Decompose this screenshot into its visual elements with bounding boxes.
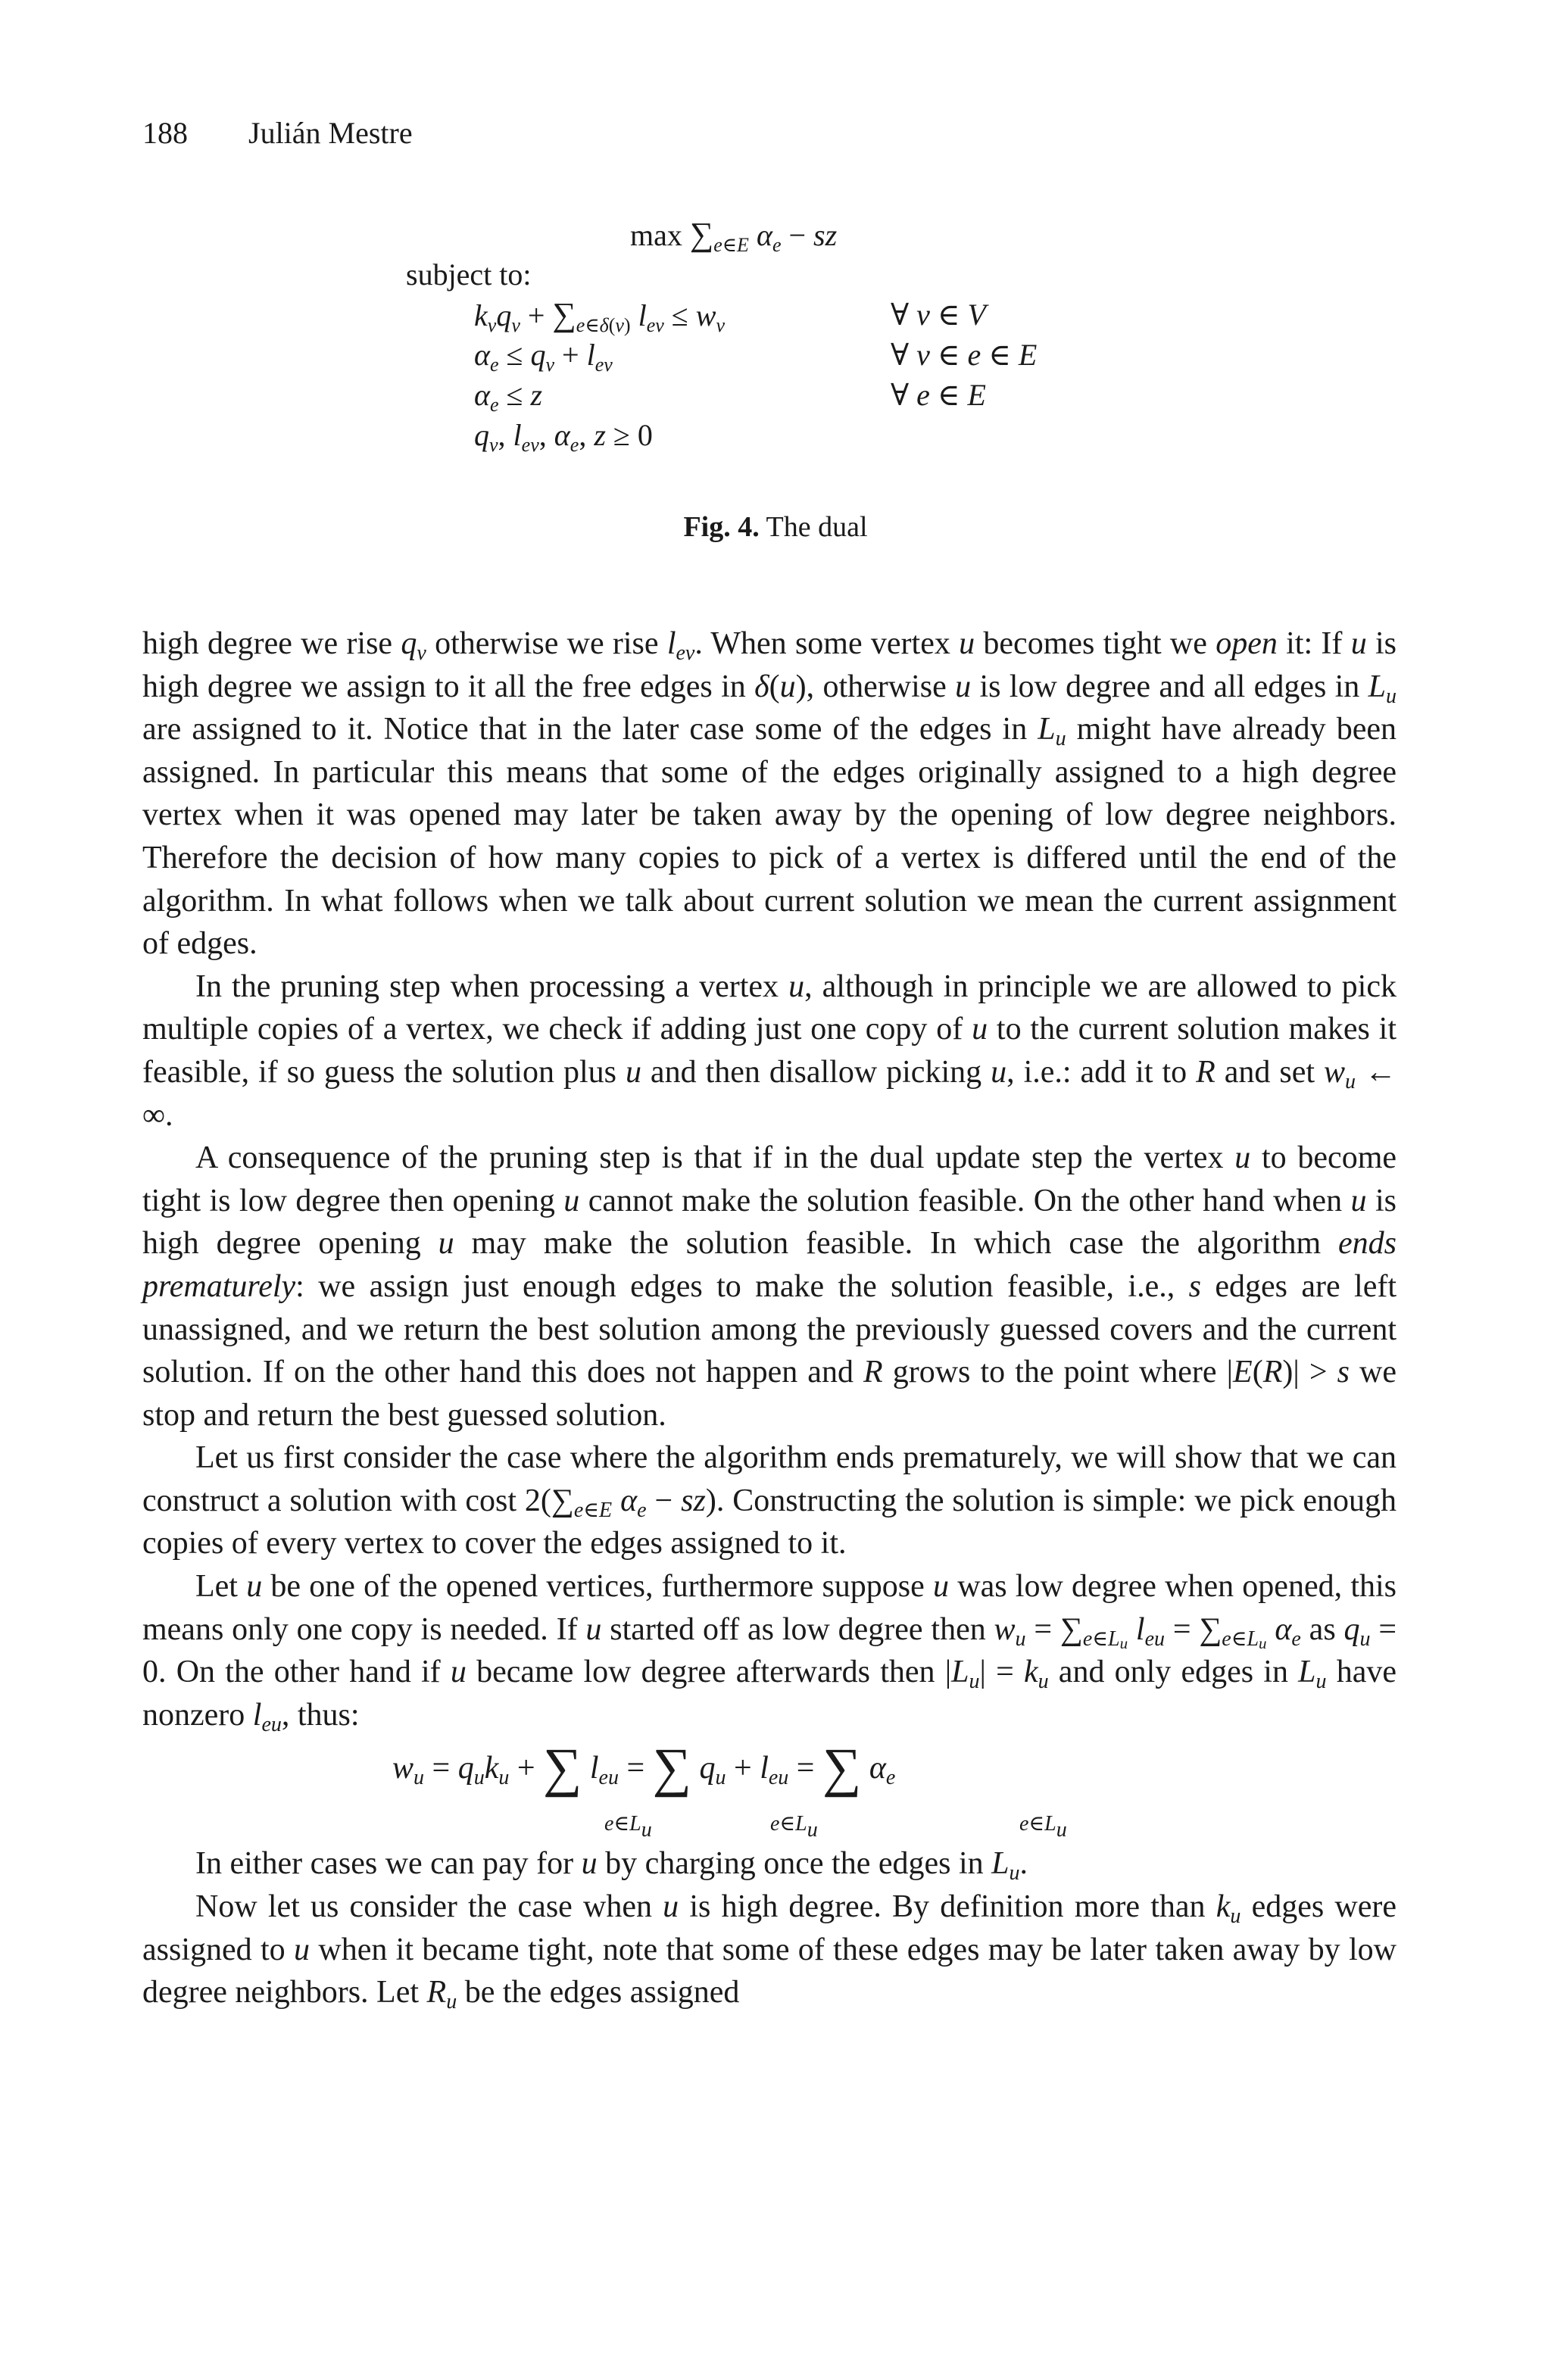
paragraph-6: In either cases we can pay for u by charging once the edges in $L_u$. — [195, 1846, 1028, 1886]
constraint-2: $\alpha_e \le q_v + l_{ev}$ — [474, 338, 613, 376]
author-name: Julián Mestre — [248, 116, 413, 150]
body-text — [142, 622, 1397, 2014]
constraint-2-quantifier: ∀ v ∈ e ∈ E — [891, 338, 1038, 372]
sum-index-1: $e\in L_u$ — [604, 1812, 652, 1842]
paragraph-4: Let us first consider the case where the algorithm ends prematurely, we will show that we can construct a solution with cost $2(\sum_{e\in E}$ $\alpha_e - sz$). Constructing the solution is simple: we pick enough copies of every vertex to cover the edges assigned to it. — [142, 1440, 1397, 1561]
equation-line: $w_u = q_uk_u$ + ∑ $l_{eu}$ = ∑ $q_u + l_{eu}$ = ∑ $\alpha_e$ — [392, 1737, 896, 1798]
caption-text: The dual — [766, 511, 868, 543]
paragraph-1: high degree we rise $q_v$ otherwise we rise $l_{ev}$. When some vertex u becomes tight we open it: If u is high degree we assign to it all the free edges in δ(u), otherwise u is low degree and all edges in $L_u$ are assigned to it. Notice that in the later case some of the edges in $L_u$ might have already been assigned. In particular this means that some of the edges originally assigned to a high degree vertex when it was opened may later be taken away by the opening of low degree neighbors. Therefore the decision of how many copies to pick of a vertex is differed until the end of the algorithm. In what follows when we talk about current solution we mean the current assignment of edges. — [142, 626, 1397, 962]
display-equation — [142, 1736, 1397, 1842]
constraint-1-quantifier: ∀ v ∈ V — [891, 298, 986, 332]
objective-line: $\max \sum_{e\in E}$ $\alpha_e$ − sz — [630, 216, 838, 256]
caption-label: Fig. 4. — [683, 511, 760, 543]
page-number: 188 — [142, 116, 188, 150]
sum-index-3: $e\in L_u$ — [1019, 1812, 1067, 1842]
constraint-3: $\alpha_e \le z$ — [474, 378, 543, 416]
paragraph-5: Let u be one of the opened vertices, furthermore suppose u was low degree when opened, this means only one copy is needed. If u started off as low degree then $w_u = \sum_{e\in L_u}$ $l_{eu} = \sum_{e\in L_u}$ $\alpha_e$ as $q_u = 0$. On the other hand if u became low degree afterwards then $|L_u| = k_u$ and only edges in $L_u$ have nonzero $l_{eu}$, thus: — [142, 1569, 1397, 1736]
subject-to-label: subject to: — [406, 257, 532, 292]
constraint-1: $k_vq_v + \sum_{e\in\delta(v)}$ $l_{ev} \le w_v$ — [474, 296, 725, 336]
paragraph-2: In the pruning step when processing a vertex u, although in principle we are allowed to pick multiple copies of a vertex, we check if adding just one copy of u to the current solution makes it feasible, if so guess the solution plus u and then disallow picking u, i.e.: add it to R and set $w_u$ ← ∞. — [142, 969, 1397, 1133]
paragraph-3: A consequence of the pruning step is that if in the dual update step the vertex u to become tight is low degree then opening u cannot make the solution feasible. On the other hand when u is high degree opening u may make the solution feasible. In which case the algorithm ends prematurely: we assign just enough edges to make the solution feasible, i.e., s edges are left unassigned, and we return the best solution among the previously guessed covers and the current solution. If on the other hand this does not happen and R grows to the point where |E(R)| > s we stop and return the best guessed solution. — [142, 1140, 1397, 1433]
nonnegativity-constraint: $q_v$, $l_{ev}$, $\alpha_e$, z ≥ 0 — [474, 418, 653, 456]
figure-caption — [0, 509, 1551, 545]
paragraph-7: Now let us consider the case when u is high degree. By definition more than $k_u$ edges were assigned to u when it became tight, note that some of these edges may be later taken away by low degree neighbors. Let $R_u$ be the edges assigned — [142, 1889, 1397, 2014]
constraint-3-quantifier: ∀ e ∈ E — [891, 378, 986, 412]
dual-program-figure — [0, 0, 1551, 530]
sum-index-2: $e\in L_u$ — [770, 1812, 818, 1842]
